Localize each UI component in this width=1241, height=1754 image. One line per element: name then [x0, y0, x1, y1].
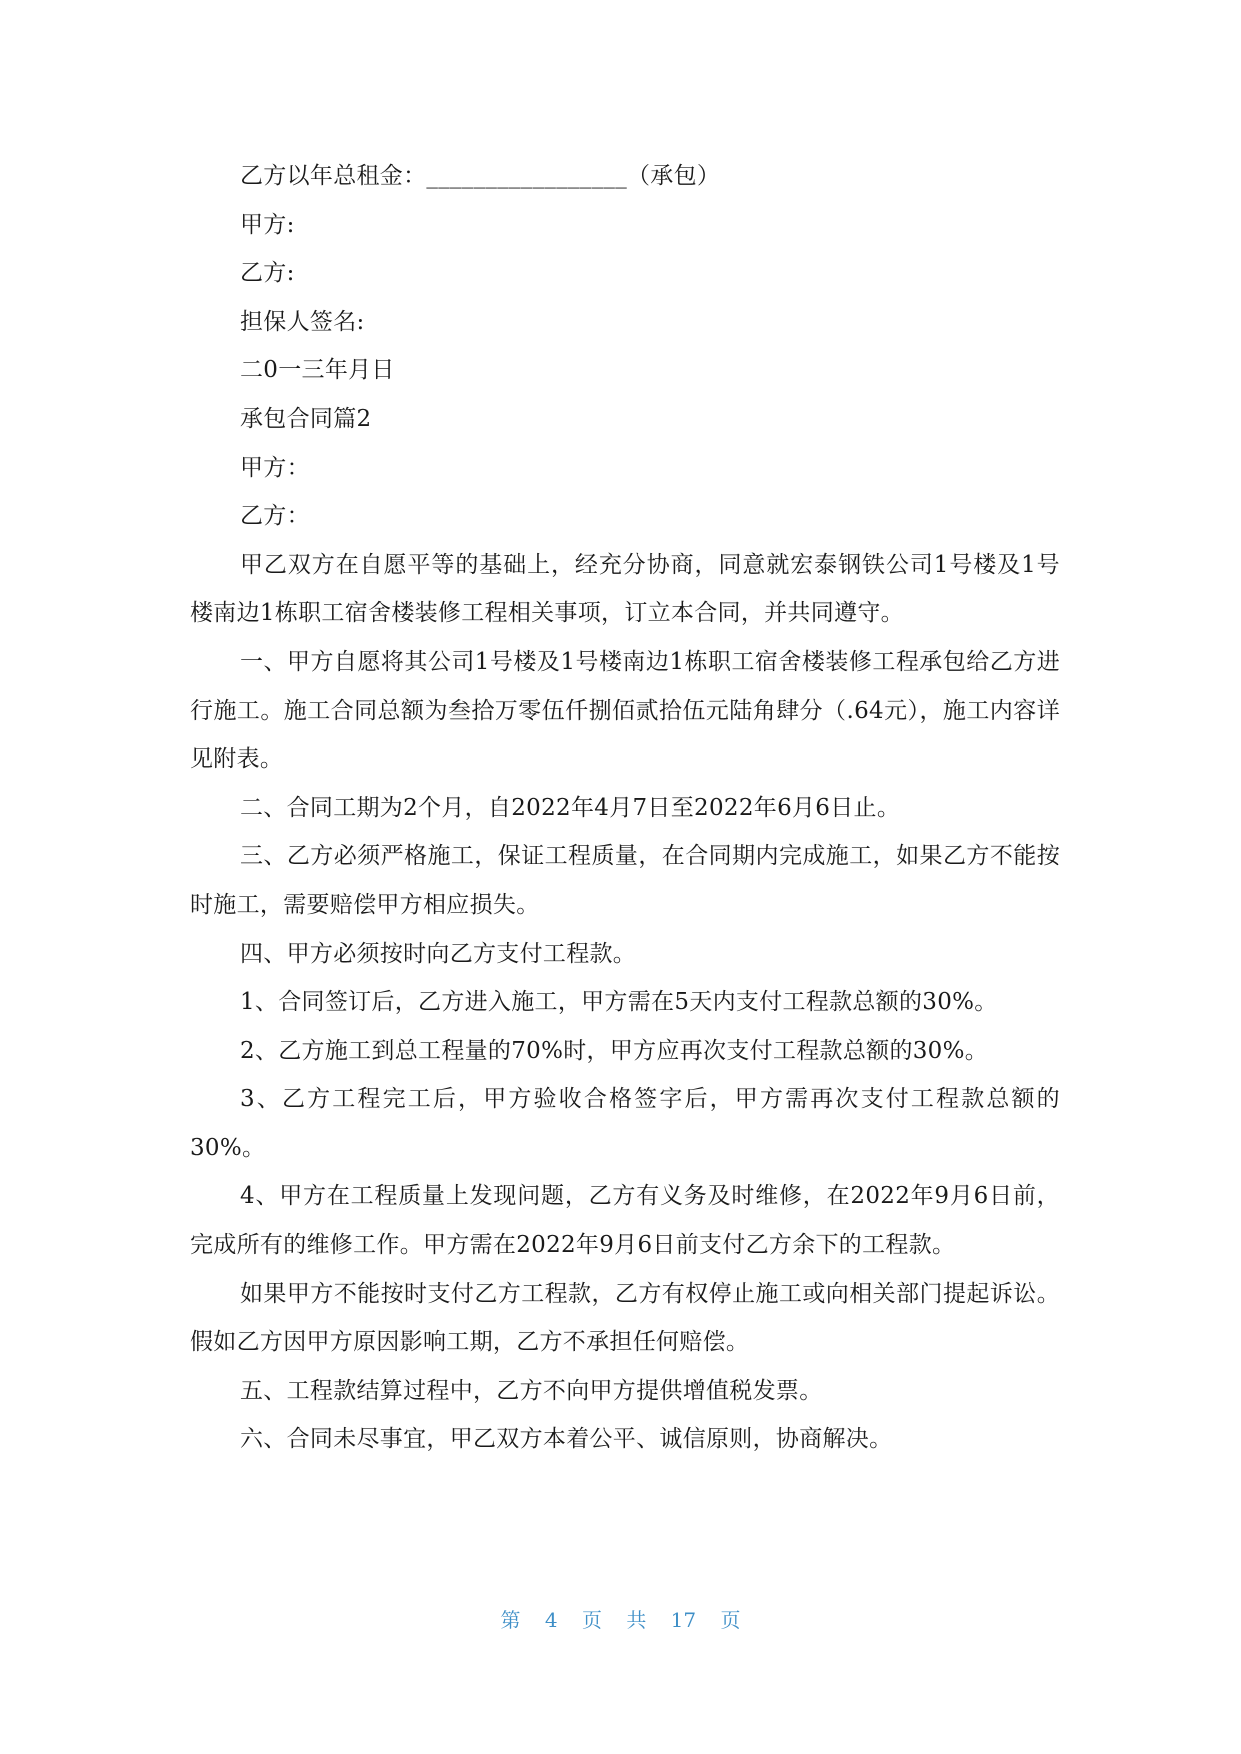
document-body: [190, 152, 1060, 1464]
footer-ye-2: 页: [720, 1608, 741, 1632]
clause-6-paragraph: 六、合同未尽事宜，甲乙双方本着公平、诚信原则，协商解决。: [240, 1426, 893, 1453]
party-a-signature-line: 甲方:: [240, 211, 295, 238]
clause-5-paragraph: 五、工程款结算过程中，乙方不向甲方提供增值税发票。: [240, 1377, 823, 1404]
date-line: 二0一三年月日: [240, 357, 395, 384]
footer-ye: 页: [581, 1608, 602, 1632]
payment-item-1: 1、合同签订后，乙方进入施工，甲方需在5天内支付工程款总额的30%。: [240, 989, 998, 1016]
clause-4-paragraph: 四、甲方必须按时向乙方支付工程款。: [240, 940, 637, 967]
late-payment-paragraph: 如果甲方不能按时支付乙方工程款，乙方有权停止施工或向相关部门提起诉讼。假如乙方因甲方原因影响工期，乙方不承担任何赔偿。: [190, 1280, 1060, 1356]
footer-total-pages: 17: [670, 1608, 697, 1632]
payment-item-2: 2、乙方施工到总工程量的70%时，甲方应再次支付工程款总额的30%。: [240, 1037, 989, 1064]
clause-1-paragraph: 一、甲方自愿将其公司1号楼及1号楼南边1栋职工宿舍楼装修工程承包给乙方进行施工。施工合同总额为叁拾万零伍仟捌佰贰拾伍元陆角肆分（.64元），施工内容详见附表。: [190, 648, 1060, 773]
clause-3-paragraph: 三、乙方必须严格施工，保证工程质量，在合同期内完成施工，如果乙方不能按时施工，需要赔偿甲方相应损失。: [190, 843, 1060, 918]
rent-line: 乙方以年总租金：_________________（承包）: [240, 163, 721, 189]
party-b-signature-line: 乙方:: [240, 260, 295, 287]
party-a-line: 甲方：: [240, 454, 310, 481]
footer-di: 第: [500, 1608, 521, 1632]
payment-item-3: 3、乙方工程完工后，甲方验收合格签字后，甲方需再次支付工程款总额的30%。: [190, 1086, 1060, 1161]
intro-paragraph: 甲乙双方在自愿平等的基础上，经充分协商，同意就宏泰钢铁公司1号楼及1号楼南边1栋职工宿舍楼装修工程相关事项，订立本合同，并共同遵守。: [190, 551, 1060, 627]
party-b-line: 乙方：: [240, 503, 310, 530]
section-title: 承包合同篇2: [240, 405, 372, 432]
footer-gong: 共: [626, 1608, 647, 1632]
page-footer: [0, 1604, 1241, 1633]
guarantor-signature-line: 担保人签名:: [240, 308, 365, 335]
clause-2-paragraph: 二、合同工期为2个月，自2022年4月7日至2022年6月6日止。: [240, 794, 901, 821]
payment-item-4: 4、甲方在工程质量上发现问题，乙方有义务及时维修，在2022年9月6日前，完成所有的维修工作。甲方需在2022年9月6日前支付乙方余下的工程款。: [190, 1183, 1060, 1259]
footer-current-page: 4: [544, 1608, 558, 1632]
